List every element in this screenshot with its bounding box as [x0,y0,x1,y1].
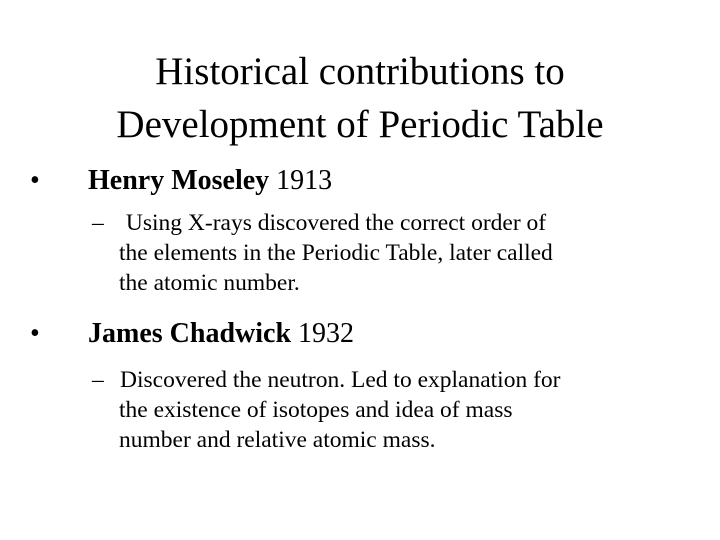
dash-icon: – [92,367,104,393]
slide-title-line-2: Development of Periodic Table [116,103,604,146]
chadwick-detail [92,365,672,455]
moseley-detail [92,208,672,298]
discovery-year: 1913 [276,165,333,196]
bullet-james-chadwick [30,317,670,351]
detail-line-3: number and relative atomic mass. [119,427,436,453]
bullet-icon: • [30,165,40,196]
slide-title [0,45,720,151]
detail-line-1 [92,365,672,395]
detail-text: Using X‑rays discovered the correct order of [120,210,547,236]
detail-line-1 [92,208,672,238]
scientist-name: Henry Moseley [88,165,270,196]
bullet-icon: • [30,318,40,349]
bullet-henry-moseley [30,164,670,198]
scientist-name: James Chadwick [88,318,292,349]
detail-text: Discovered the neutron. Led to explanation for [120,367,561,393]
slide-title-line-1: Historical contributions to [155,50,565,93]
discovery-year: 1932 [298,318,355,349]
dash-icon: – [92,210,104,236]
detail-line-2: the elements in the Periodic Table, later called [119,240,553,266]
detail-line-2: the existence of isotopes and idea of mass [119,397,513,423]
detail-line-3: the atomic number. [119,270,300,296]
